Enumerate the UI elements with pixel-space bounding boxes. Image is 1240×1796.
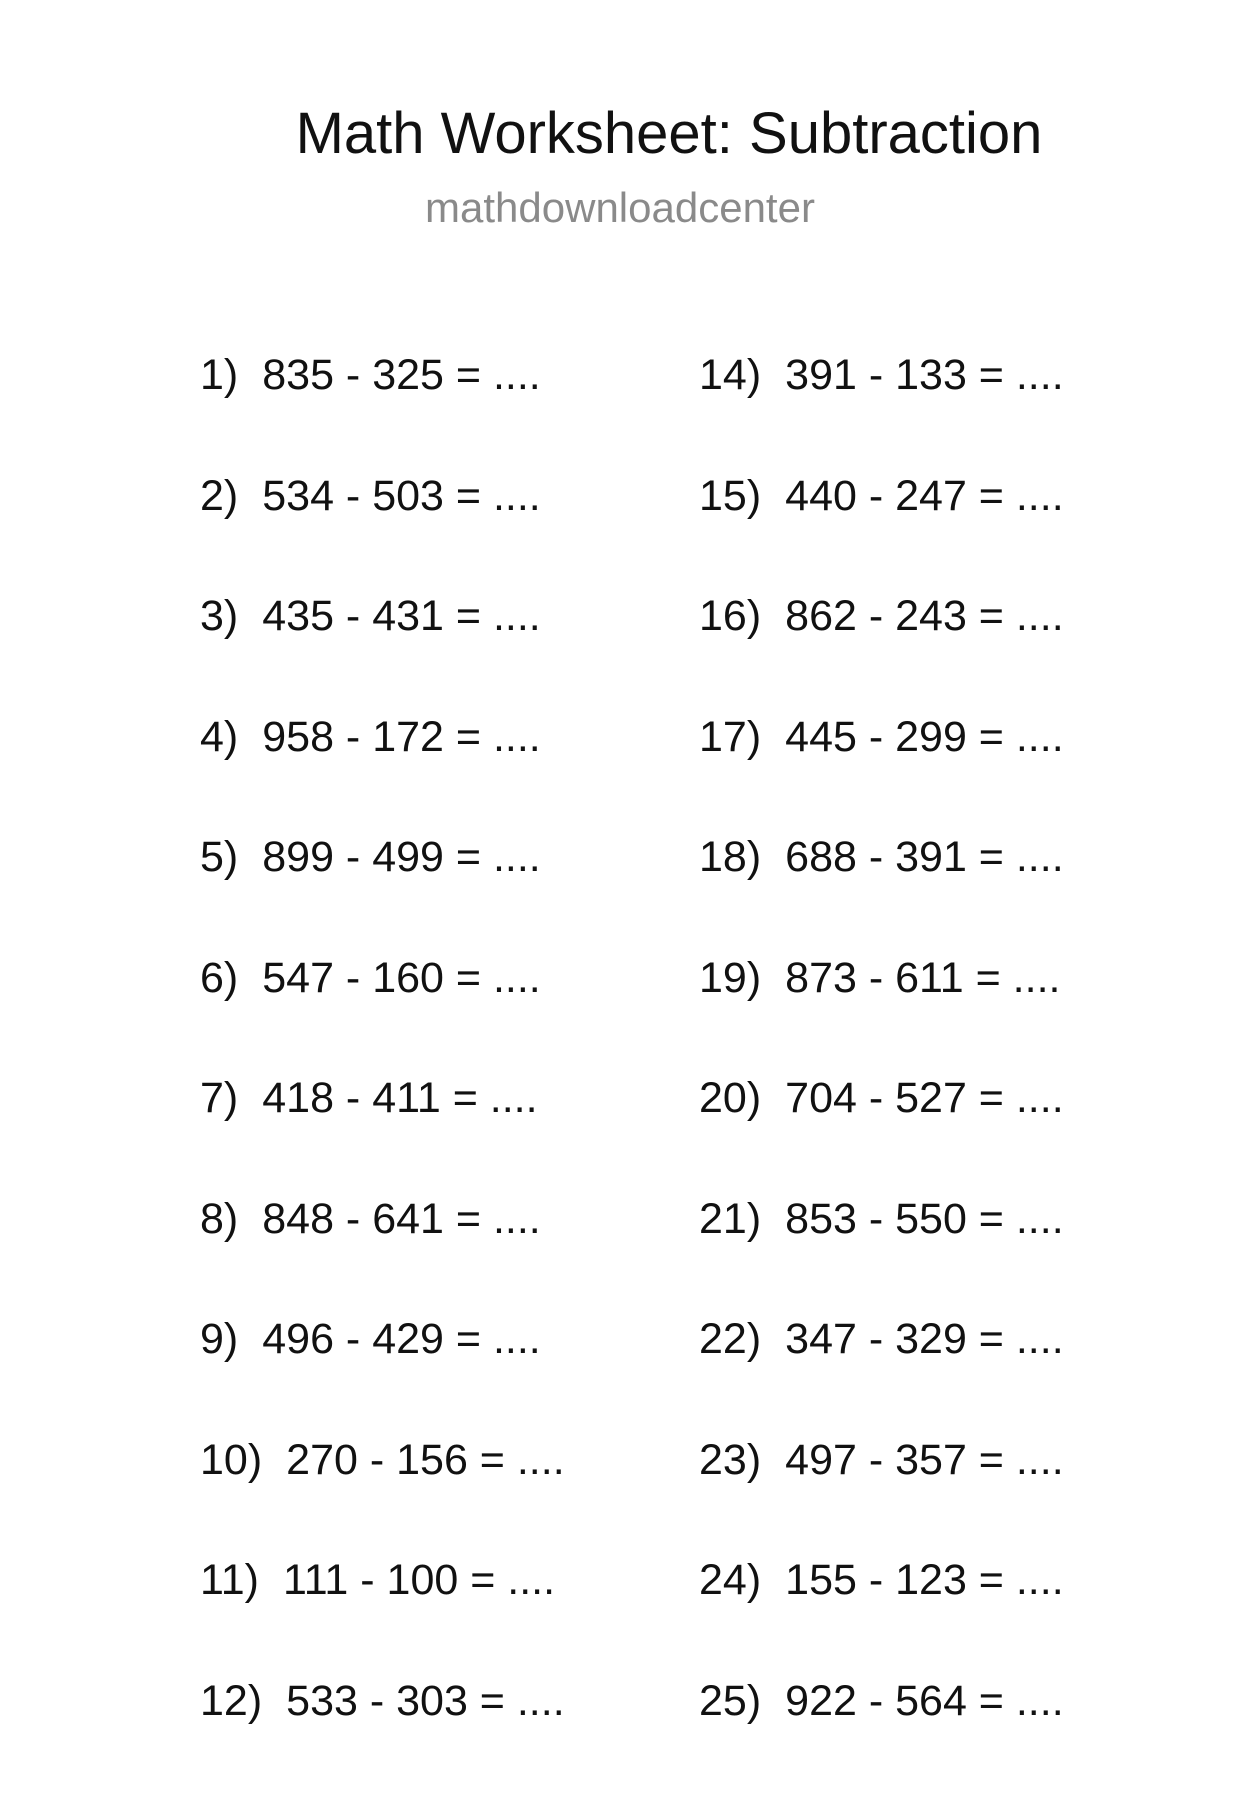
problem-number: 12) bbox=[200, 1677, 262, 1725]
problem-item bbox=[699, 1435, 1064, 1556]
problem-number: 22) bbox=[699, 1315, 761, 1363]
problem-number: 16) bbox=[699, 592, 761, 640]
problem-number: 8) bbox=[200, 1195, 238, 1243]
problem-number: 11) bbox=[200, 1556, 259, 1604]
problem-expression: 873 - 611 = .... bbox=[785, 954, 1060, 1002]
problem-expression: 270 - 156 = .... bbox=[286, 1436, 565, 1484]
problem-expression: 547 - 160 = .... bbox=[262, 954, 541, 1002]
problem-column-left bbox=[200, 350, 565, 1796]
problem-expression: 533 - 303 = .... bbox=[286, 1677, 565, 1725]
problem-expression: 418 - 411 = .... bbox=[262, 1074, 537, 1122]
problem-expression: 534 - 503 = .... bbox=[262, 472, 541, 520]
problem-item bbox=[699, 471, 1064, 592]
problem-number: 7) bbox=[200, 1074, 238, 1122]
problem-item bbox=[200, 1676, 565, 1796]
page-title: Math Worksheet: Subtraction bbox=[0, 98, 1240, 170]
problem-item bbox=[699, 953, 1064, 1074]
problem-item bbox=[699, 1555, 1064, 1676]
problem-number: 5) bbox=[200, 833, 238, 881]
problem-item bbox=[200, 953, 565, 1074]
problem-item bbox=[200, 1194, 565, 1315]
problem-item bbox=[200, 591, 565, 712]
problem-number: 2) bbox=[200, 472, 238, 520]
problem-item bbox=[699, 350, 1064, 471]
problem-expression: 347 - 329 = .... bbox=[785, 1315, 1064, 1363]
problem-item bbox=[200, 832, 565, 953]
page-subtitle: mathdownloadcenter bbox=[0, 183, 1240, 233]
problem-expression: 440 - 247 = .... bbox=[785, 472, 1064, 520]
problem-number: 6) bbox=[200, 954, 238, 1002]
problem-number: 15) bbox=[699, 472, 761, 520]
problem-item bbox=[200, 1073, 565, 1194]
problem-number: 17) bbox=[699, 713, 761, 761]
problem-item bbox=[200, 350, 565, 471]
problem-expression: 958 - 172 = .... bbox=[262, 713, 541, 761]
problem-number: 1) bbox=[200, 351, 238, 399]
problem-item bbox=[699, 1314, 1064, 1435]
problem-item bbox=[200, 1314, 565, 1435]
problem-number: 18) bbox=[699, 833, 761, 881]
problem-number: 21) bbox=[699, 1195, 761, 1243]
problem-number: 20) bbox=[699, 1074, 761, 1122]
problem-expression: 391 - 133 = .... bbox=[785, 351, 1064, 399]
problem-number: 9) bbox=[200, 1315, 238, 1363]
problem-item bbox=[200, 471, 565, 592]
problem-expression: 853 - 550 = .... bbox=[785, 1195, 1064, 1243]
problem-expression: 497 - 357 = .... bbox=[785, 1436, 1064, 1484]
problem-item bbox=[699, 1073, 1064, 1194]
problem-item bbox=[200, 712, 565, 833]
problem-expression: 899 - 499 = .... bbox=[262, 833, 541, 881]
problem-item bbox=[699, 1194, 1064, 1315]
problem-expression: 848 - 641 = .... bbox=[262, 1195, 541, 1243]
problem-expression: 835 - 325 = .... bbox=[262, 351, 541, 399]
problem-number: 14) bbox=[699, 351, 761, 399]
problem-item bbox=[699, 712, 1064, 833]
problem-number: 4) bbox=[200, 713, 238, 761]
problem-number: 23) bbox=[699, 1436, 761, 1484]
problem-expression: 435 - 431 = .... bbox=[262, 592, 541, 640]
problem-number: 19) bbox=[699, 954, 761, 1002]
problem-number: 3) bbox=[200, 592, 238, 640]
problem-number: 10) bbox=[200, 1436, 262, 1484]
problem-item bbox=[699, 832, 1064, 953]
problem-number: 24) bbox=[699, 1556, 761, 1604]
problem-expression: 155 - 123 = .... bbox=[785, 1556, 1064, 1604]
problem-expression: 496 - 429 = .... bbox=[262, 1315, 541, 1363]
problem-expression: 111 - 100 = .... bbox=[283, 1556, 555, 1604]
problem-item bbox=[200, 1435, 565, 1556]
problem-expression: 704 - 527 = .... bbox=[785, 1074, 1064, 1122]
problem-column-right bbox=[699, 350, 1064, 1796]
problem-item bbox=[699, 591, 1064, 712]
problem-expression: 688 - 391 = .... bbox=[785, 833, 1064, 881]
problem-expression: 445 - 299 = .... bbox=[785, 713, 1064, 761]
problem-expression: 862 - 243 = .... bbox=[785, 592, 1064, 640]
problem-expression: 922 - 564 = .... bbox=[785, 1677, 1064, 1725]
problem-item bbox=[200, 1555, 565, 1676]
problem-number: 25) bbox=[699, 1677, 761, 1725]
problem-item bbox=[699, 1676, 1064, 1796]
